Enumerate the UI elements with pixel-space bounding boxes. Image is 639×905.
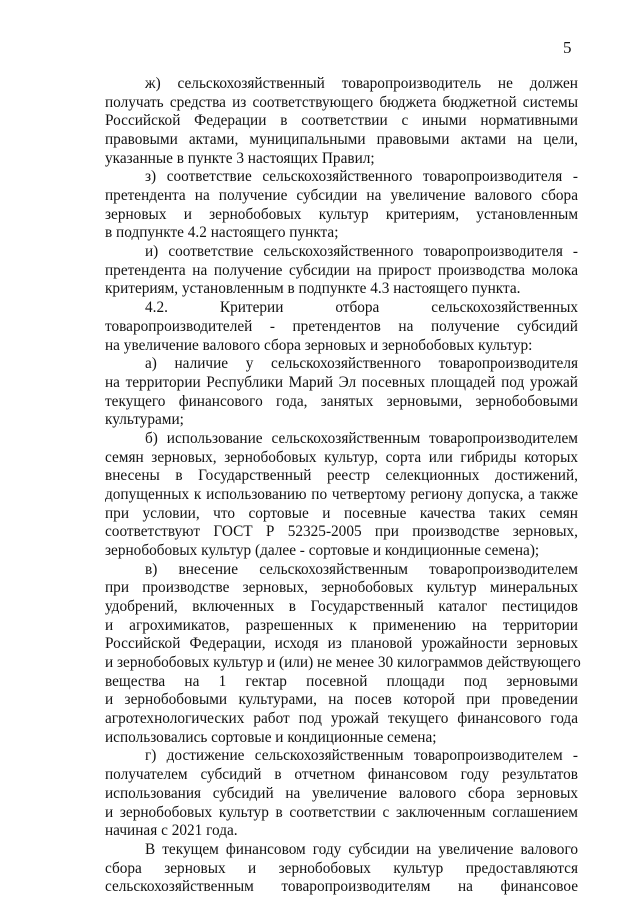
text-line: г) достижение сельскохозяйственным товаропроизводителем - bbox=[145, 747, 578, 765]
text-line: ж) сельскохозяйственный товаропроизводитель не должен bbox=[145, 75, 578, 92]
text-line: и зернобобовых культур и (или) не менее 30 килограммов действующего bbox=[105, 654, 581, 672]
text-line: претендента на получение субсидии на прирост производства молока bbox=[105, 261, 578, 279]
text-line: культурами; bbox=[105, 411, 184, 429]
text-line: соответствуют ГОСТ Р 52325-2005 при производстве зерновых, bbox=[105, 523, 578, 541]
text-line: сбора зерновых и зернобобовых культур предоставляются bbox=[105, 859, 578, 877]
text-line: зернобобовых культур (далее - сортовые и кондиционные семена); bbox=[105, 542, 540, 559]
text-line: в подпункте 4.2 настоящего пункта; bbox=[105, 224, 339, 242]
text-line: вещества на 1 гектар посевной площади под зерновыми bbox=[105, 672, 578, 690]
text-line: допущенных к использованию по четвертому региону допуска, а также bbox=[105, 485, 578, 503]
page-number: 5 bbox=[563, 38, 572, 57]
text-line: агротехнологических работ под урожай текущего финансового года bbox=[105, 710, 578, 728]
text-line: а) наличие у сельскохозяйственного товаропроизводителя bbox=[145, 355, 578, 373]
text-line: внесены в Государственный реестр селекционных достижений, bbox=[105, 467, 578, 485]
text-line: использования субсидий на увеличение валового сбора зерновых bbox=[105, 784, 578, 802]
text-line: использовались сортовые и кондиционные семена; bbox=[105, 728, 437, 746]
text-line: б) использование сельскохозяйственным товаропроизводителем bbox=[145, 429, 578, 447]
text-line: начиная с 2021 года. bbox=[105, 822, 238, 840]
text-line: при условии, что сортовые и посевные качества таких семян bbox=[105, 504, 578, 522]
text-line: получать средства из соответствующего бюджета бюджетной системы bbox=[105, 93, 578, 111]
text-line: на территории Республики Марий Эл посевных площадей под урожай bbox=[105, 373, 578, 391]
text-line: и) соответствие сельскохозяйственного товаропроизводителя - bbox=[145, 243, 578, 261]
text-line: при производстве зерновых, зернобобовых культур минеральных bbox=[105, 579, 578, 597]
text-line: Российской Федерации в соответствии с иными нормативными bbox=[105, 112, 578, 130]
text-line: и зернобобовыми культурами, на посев которой при проведении bbox=[105, 691, 578, 709]
text-line: текущего финансового года, занятых зерновыми, зернобобовыми bbox=[105, 392, 578, 410]
text-line: з) соответствие сельскохозяйственного товаропроизводителя - bbox=[145, 168, 578, 186]
text-line: семян зерновых, зернобобовых культур, сорта или гибриды которых bbox=[105, 448, 578, 466]
text-line: и агрохимикатов, разрешенных к применению на территории bbox=[105, 616, 578, 634]
text-line: В текущем финансовом году субсидии на увеличение валового bbox=[145, 840, 578, 858]
text-line: сельскохозяйственным товаропроизводителям на финансовое bbox=[105, 878, 578, 896]
text-line: удобрений, включенных в Государственный каталог пестицидов bbox=[105, 598, 578, 616]
text-line: критериям, установленным в подпункте 4.3 настоящего пункта. bbox=[105, 280, 521, 298]
text-line: на увеличение валового сбора зерновых и зернобобовых культур: bbox=[105, 336, 533, 354]
text-line: Российской Федерации, исходя из плановой урожайности зерновых bbox=[105, 635, 578, 653]
text-line: в) внесение сельскохозяйственным товаропроизводителем bbox=[145, 560, 578, 578]
text-line: указанные в пункте 3 настоящих Правил; bbox=[105, 149, 375, 167]
text-line: 4.2. Критерии отбора сельскохозяйственных bbox=[145, 299, 578, 317]
text-line: получателем субсидий в отчетном финансовом году результатов bbox=[105, 766, 578, 784]
text-line: правовыми актами, муниципальными правовыми актами на цели, bbox=[105, 131, 578, 149]
text-line: зерновых и зернобобовых культур критериям, установленным bbox=[105, 205, 578, 223]
text-line: товаропроизводителей - претендентов на получение субсидий bbox=[105, 317, 578, 335]
text-line: претендента на получение субсидии на увеличение валового сбора bbox=[105, 187, 578, 205]
text-line: и зернобобовых культур в соответствии с заключенным соглашением bbox=[105, 803, 578, 821]
